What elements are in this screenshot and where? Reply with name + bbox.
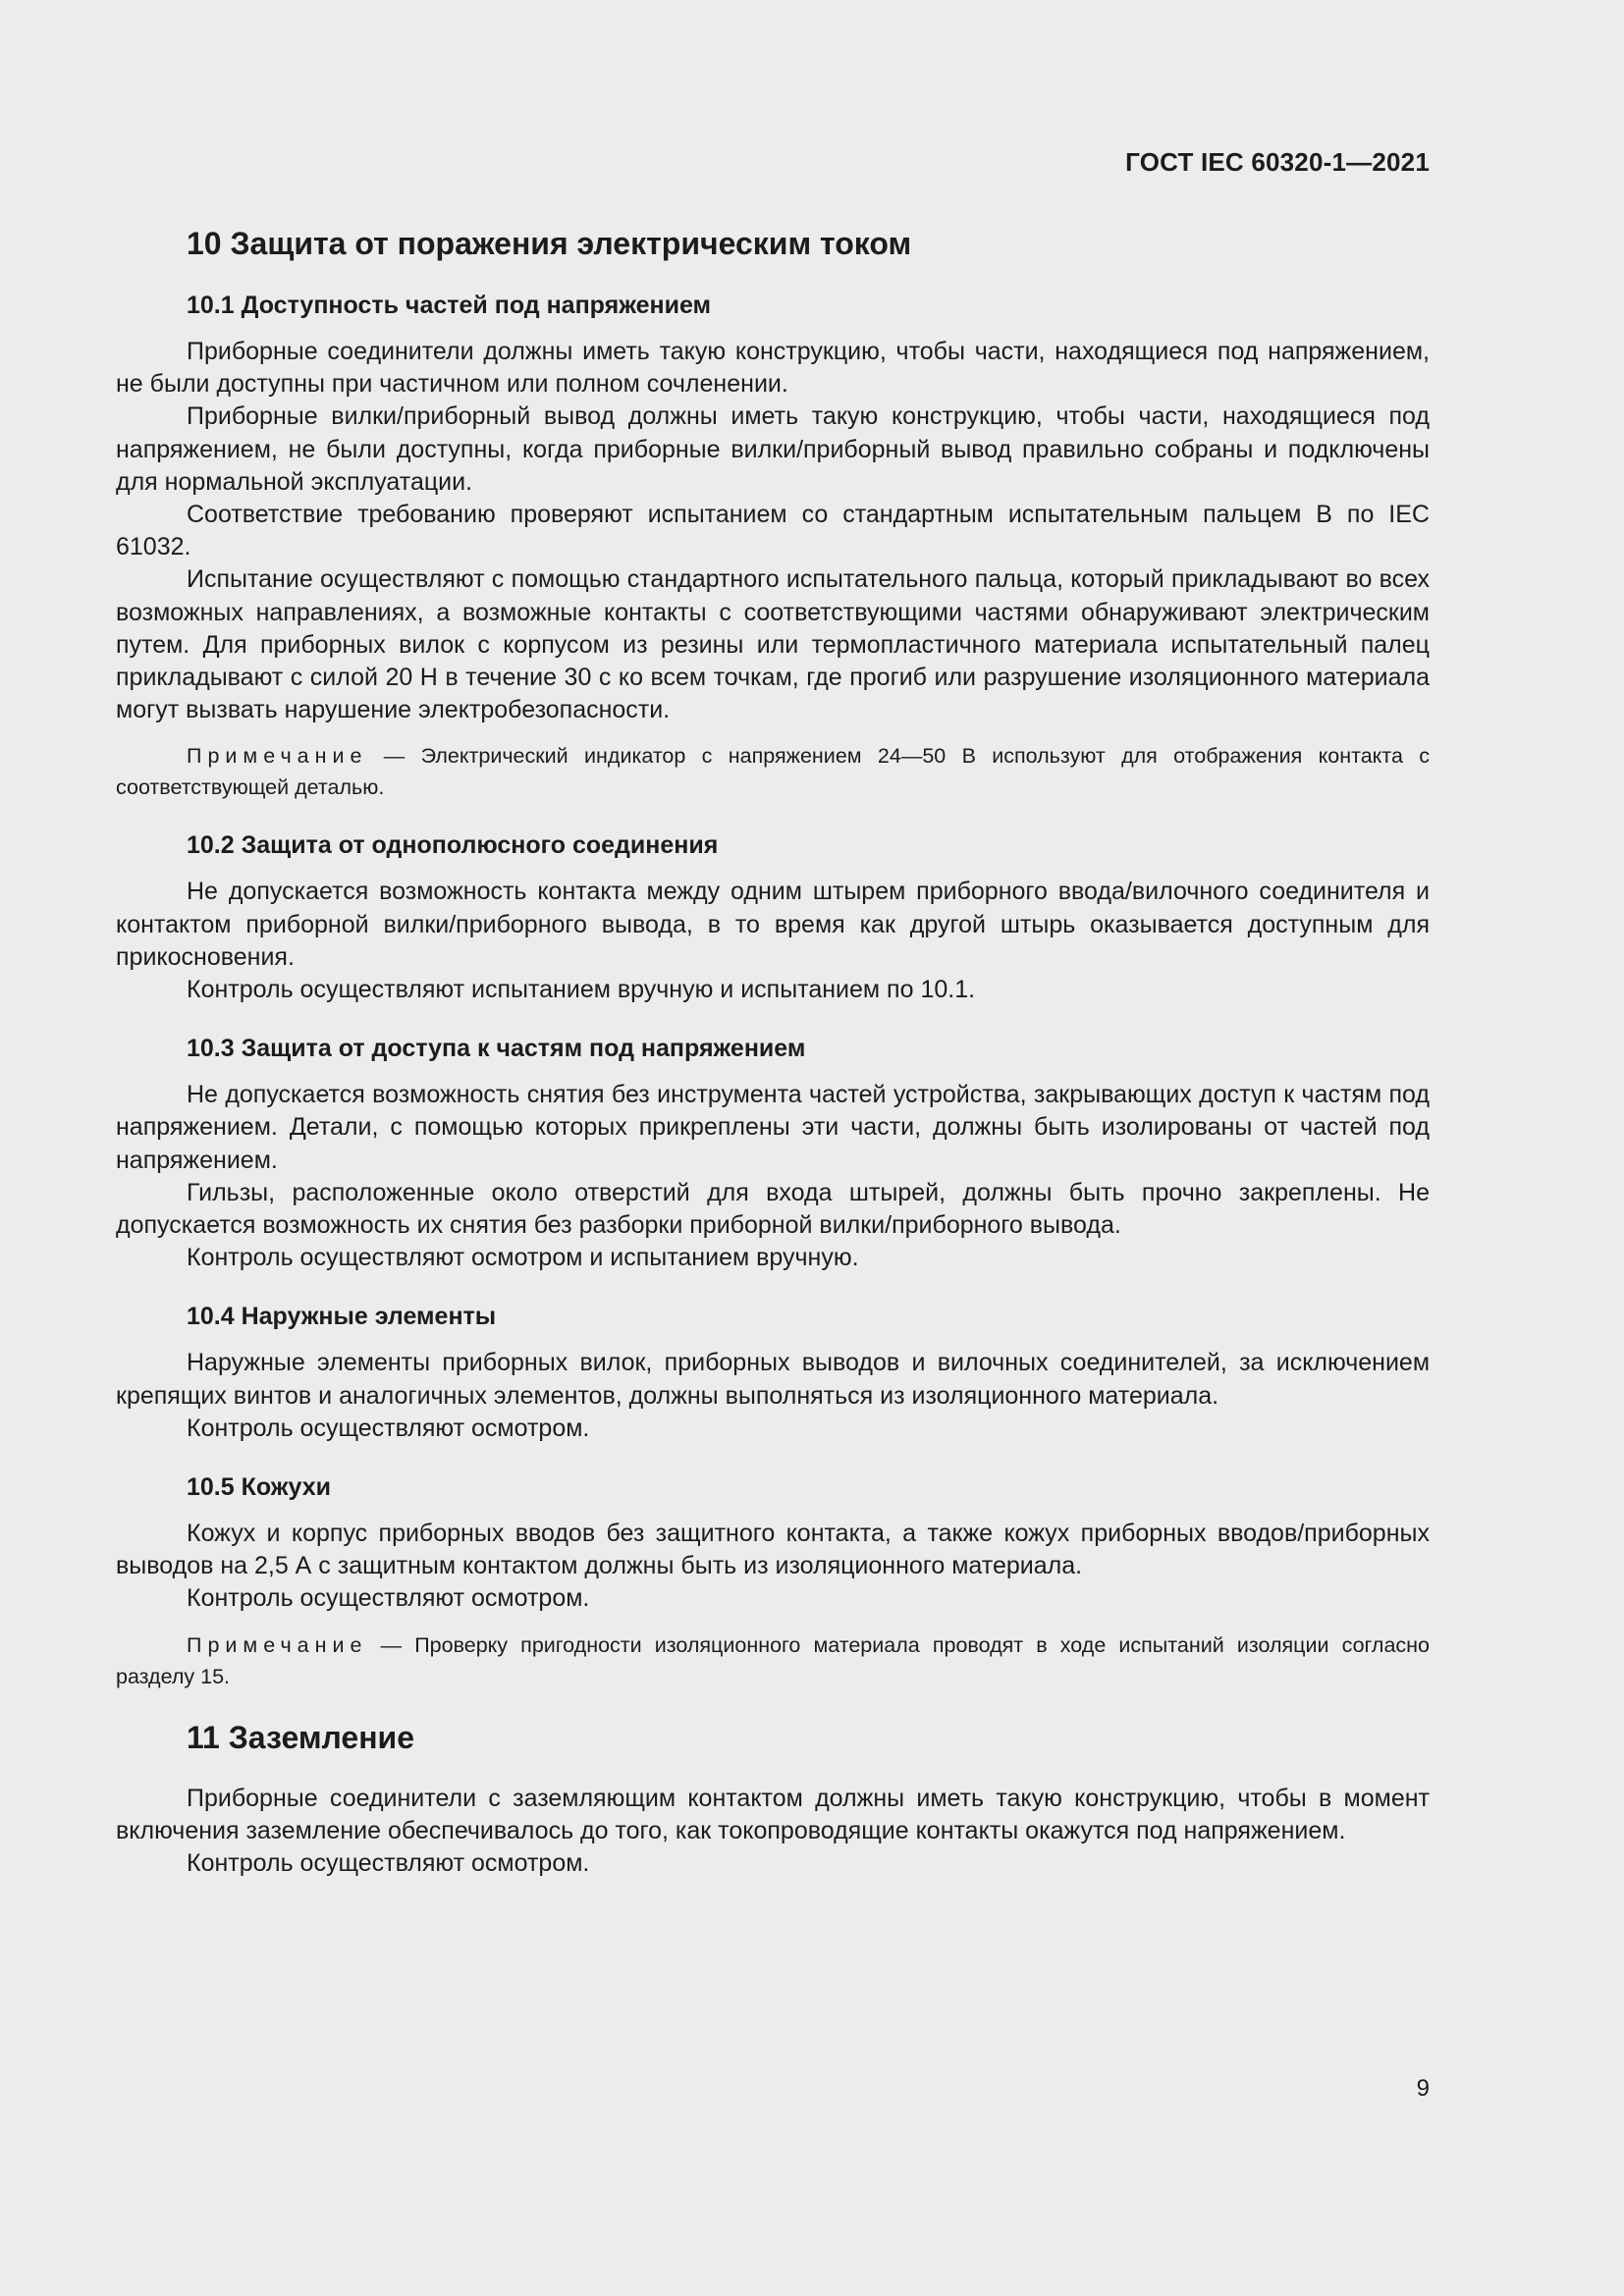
paragraph: Наружные элементы приборных вилок, приборных выводов и вилочных соединителей, за исключением крепящих винтов и аналогичных элементов, должны выполняться из изоляционного материала. (116, 1349, 1430, 1410)
section-10-2-title: 10.2 Защита от однополюсного соединения (187, 831, 719, 860)
paragraph: Контроль осуществляют испытанием вручную и испытанием по 10.1. (187, 976, 976, 1004)
paragraph: Не допускается возможность снятия без инструмента частей устройства, закрывающих доступ к частям под напряжением. Детали, с помощью которых прикреплены эти части, должны быть изолированы от частей под напряжением. (116, 1081, 1430, 1174)
chapter-10-title: 10 Защита от поражения электрическим током (187, 226, 912, 261)
paragraph: Не допускается возможность контакта между одним штырем приборного ввода/вилочного соединителя и контактом приборной вилки/приборного вывода, в то время как другой штырь оказывается доступным для прикосновения. (116, 878, 1430, 971)
section-10-2 (116, 828, 1430, 1006)
section-10-4 (116, 1300, 1430, 1445)
section-10-3 (116, 1032, 1430, 1274)
note (116, 1629, 1430, 1692)
standard-designation: ГОСТ IEC 60320-1—2021 (1125, 147, 1430, 177)
paragraph: Контроль осуществляют осмотром и испытанием вручную. (187, 1244, 859, 1272)
paragraph: Кожух и корпус приборных вводов без защитного контакта, а также кожух приборных вводов/приборных выводов на 2,5 А с защитным контактом должны быть из изоляционного материала. (116, 1520, 1430, 1580)
note-label: Примечание (187, 744, 368, 769)
page-content (116, 224, 1430, 1880)
paragraph: Соответствие требованию проверяют испытанием со стандартным испытательным пальцем В по IEC 61032. (116, 501, 1430, 561)
section-10-4-title: 10.4 Наружные элементы (187, 1303, 497, 1331)
chapter-11-title: 11 Заземление (187, 1719, 414, 1755)
section-10-3-title: 10.3 Защита от доступа к частям под напряжением (187, 1035, 806, 1063)
note (116, 740, 1430, 803)
paragraph: Приборные вилки/приборный вывод должны иметь такую конструкцию, чтобы части, находящиеся под напряжением, не были доступны, когда приборные вилки/приборный вывод правильно собраны и подключены для нормальной эксплуатации. (116, 402, 1430, 496)
paragraph: Приборные соединители должны иметь такую конструкцию, чтобы части, находящиеся под напряжением, не были доступны при частичном или полном сочленении. (116, 338, 1430, 399)
note-text: — Проверку пригодности изоляционного материала проводят в ходе испытаний изоляции согласно разделу 15. (116, 1632, 1430, 1688)
paragraph: Контроль осуществляют осмотром. (187, 1584, 590, 1613)
paragraph: Приборные соединители с заземляющим контактом должны иметь такую конструкцию, чтобы в момент включения заземление обеспечивалось до того, как токопроводящие контакты окажутся под напряжением. (116, 1784, 1430, 1844)
section-10-1 (116, 289, 1430, 803)
paragraph: Контроль осуществляют осмотром. (187, 1414, 590, 1442)
section-10-1-title: 10.1 Доступность частей под напряжением (187, 292, 712, 319)
chapter-11 (116, 1718, 1430, 1881)
note-text: — Электрический индикатор с напряжением 24—50 В используют для отображения контакта с соответствующей деталью. (116, 744, 1430, 800)
paragraph: Контроль осуществляют осмотром. (187, 1849, 590, 1878)
section-10-5-title: 10.5 Кожухи (187, 1473, 332, 1502)
paragraph: Гильзы, расположенные около отверстий для входа штырей, должны быть прочно закреплены. Не допускается возможность их снятия без разборки приборной вилки/приборного вывода. (116, 1178, 1430, 1240)
section-10-5 (116, 1470, 1430, 1692)
paragraph: Испытание осуществляют с помощью стандартного испытательного пальца, который прикладывают во всех возможных направлениях, а возможные контакты с соответствующими частями обнаруживают электрическим путем. Для приборных вилок с корпусом из резины или термопластичного материала испытательный палец прикладывают с силой 20 Н в течение 30 с ко всем точкам, где прогиб или разрушение изоляционного материала могут вызвать нарушение электробезопасности. (116, 565, 1430, 724)
note-label: Примечание (187, 1632, 368, 1657)
page-number: 9 (1416, 2075, 1430, 2102)
